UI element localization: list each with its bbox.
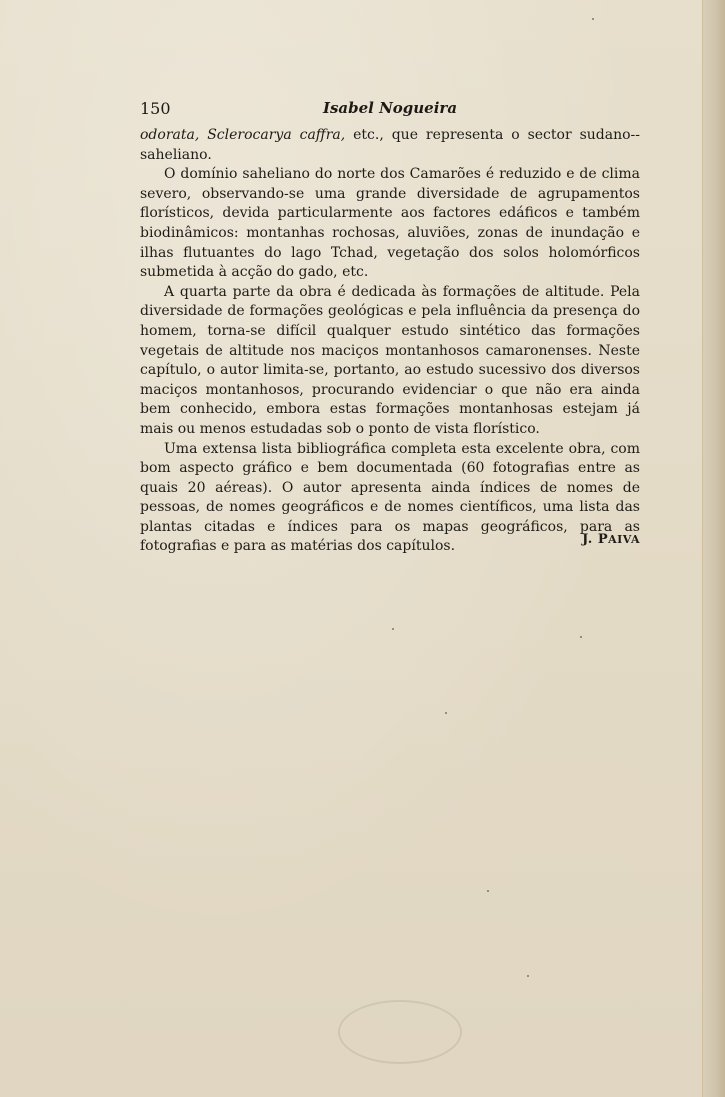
paper-speck [580,636,582,638]
paragraph-1-rest: etc., que representa o sector sudano--saheliano. [140,127,640,163]
paper-speck [527,975,529,977]
paragraph-1 [140,126,640,165]
show-through-bottom [135,500,675,970]
paper-speck [445,712,447,714]
faint-stamp-mark [338,1000,462,1064]
page-header [140,99,640,121]
signature-surname-first: P [597,532,609,547]
paper-speck [487,890,489,892]
paper-speck [392,628,394,630]
paragraph-3: A quarta parte da obra é dedicada às formações de altitude. Pela diversidade de formações geológicas e pela influência da presença do homem, torna-se difícil qualquer estudo sintético das formações vegetais de altitude nos maciços montanhosos camaronenses. Neste capítulo, o autor limita-se, portanto, ao estudo sucessivo dos diversos maciços montanhosos, procurando evidenciar o que não era ainda bem conhecido, embora estas formações montanhosas estejam já mais ou menos estudadas sob o ponto de vista florístico. [140,283,640,437]
page-binding-edge [702,0,725,1097]
species-names: odorata, Sclerocarya caffra, [140,127,346,143]
signature-surname [598,532,640,547]
paper-speck [592,18,594,20]
paragraph-4: Uma extensa lista bibliográfica completa esta excelente obra, com bom aspecto gráfico e bem documentada (60 fotografias entre as quais 20 aéreas). O autor apresenta ainda índices de nomes de pessoas, de nomes geográficos e de nomes científicos, uma lista das plantas citadas e índices para os mapas geográficos, para as fotografias e para as matérias dos capítulos. [140,440,640,555]
paragraph-2: O domínio saheliano do norte dos Camarões é reduzido e de clima severo, observando-se uma grande diversidade de agrupamentos florísticos, devida particularmente aos factores edáficos e também biodinâmicos: montanhas rochosas, aluviões, zonas de inundação e ilhas flutuantes do lago Tchad, vegetação dos solos holomórficos submetida à acção do gado, etc. [140,166,640,281]
signature-initial: J. [582,532,593,547]
signature-surname-rest: AIVA [608,533,640,546]
author-signature [140,532,640,547]
page-number: 150 [140,99,171,118]
article-body [140,126,640,557]
running-head: Isabel Nogueira [322,99,458,117]
